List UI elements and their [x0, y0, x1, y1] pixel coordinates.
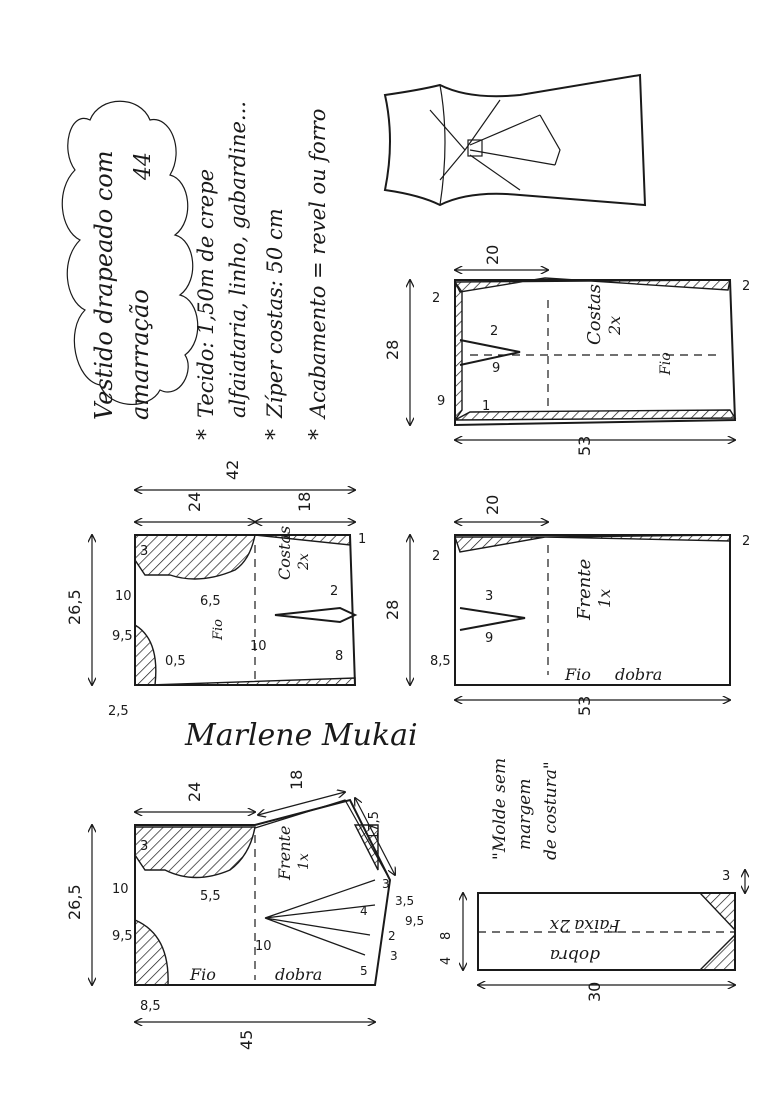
bodice-back-neck: 10 — [115, 589, 132, 604]
skirt-front-side-left: 2 — [432, 549, 441, 564]
skirt-front-dart-d: 9 — [485, 631, 494, 646]
note-finish: Acabamento = revel ou forro — [306, 108, 330, 418]
bodice-front-total: 45 — [237, 1029, 256, 1050]
sash-length: 30 — [585, 981, 604, 1002]
notes-block — [194, 101, 331, 440]
bodice-front-dart-d: 10 — [255, 939, 272, 954]
note-bullet-3: * — [306, 429, 331, 440]
skirt-front-side-low: 8,5 — [430, 654, 451, 669]
sash — [439, 869, 745, 1002]
skirt-front-fold: dobra — [615, 665, 663, 684]
disclaimer-line1: "Molde sem — [490, 757, 510, 860]
skirt-back-lower: 9 — [437, 394, 446, 409]
bodice-front-curve: 5,5 — [200, 889, 221, 904]
bodice-front-neck: 10 — [112, 882, 129, 897]
bodice-back-a: 24 — [185, 491, 204, 512]
bodice-front-d4: 2 — [388, 929, 396, 943]
skirt-front-height: 28 — [383, 599, 402, 620]
bodice-front-d7: 3 — [390, 949, 398, 963]
title-line2: amarração — [126, 289, 154, 420]
disclaimer — [490, 758, 561, 860]
bodice-back-curve2: 0,5 — [165, 654, 186, 669]
bodice-front-grain: Fio — [190, 965, 216, 984]
bodice-front-hem: 8,5 — [140, 999, 161, 1014]
skirt-front-top: 20 — [483, 494, 502, 515]
bodice-front-label: Frente — [275, 825, 294, 880]
bodice-front-d6: 5 — [360, 964, 368, 978]
title-size: 44 — [131, 152, 156, 180]
skirt-front-label: Frente — [574, 558, 595, 620]
bodice-back-total: 42 — [223, 459, 242, 480]
sash-tip: 3 — [722, 869, 731, 884]
skirt-front-width: 53 — [575, 695, 594, 716]
bodice-back — [65, 460, 366, 719]
note-zipper: Zíper costas: 50 cm — [263, 208, 287, 418]
bodice-back-height: 26,5 — [65, 589, 84, 625]
skirt-back-dart-d: 9 — [492, 361, 501, 376]
sash-width: 8 — [439, 931, 454, 940]
skirt-back-corner: 1 — [482, 399, 491, 414]
note-bullet-1: * — [194, 429, 219, 440]
bodice-front-shoulder: 3 — [140, 839, 149, 854]
skirt-back-height: 28 — [383, 339, 402, 360]
skirt-front — [383, 495, 750, 716]
skirt-back-side-bottom: 2 — [742, 279, 751, 294]
skirt-back-width: 53 — [575, 435, 594, 456]
skirt-back-side-top: 2 — [432, 291, 441, 306]
skirt-front-side-right: 2 — [742, 534, 751, 549]
bodice-back-b: 18 — [295, 491, 314, 512]
bodice-back-qty: 2x — [296, 553, 312, 570]
note-fabric-2: alfaiataria, linho, gabardine... — [226, 101, 250, 418]
skirt-back-grain: Fio — [658, 352, 674, 375]
skirt-front-qty: 1x — [595, 588, 614, 608]
skirt-front-dart-w: 3 — [485, 589, 494, 604]
bodice-front-height: 26,5 — [65, 884, 84, 920]
skirt-back-label: Costas — [584, 283, 605, 345]
skirt-back-qty: 2x — [605, 315, 624, 335]
sash-fold: dobra — [549, 945, 600, 965]
bodice-front-qty: 1x — [296, 853, 312, 870]
bodice-front-c: 17,5 — [367, 811, 382, 840]
bodice-front-a: 24 — [185, 781, 204, 802]
bodice-front-d2: 3,5 — [395, 894, 415, 908]
note-fabric: Tecido: 1,50m de crepe — [194, 168, 218, 418]
bodice-front-d5: 9,5 — [405, 914, 425, 928]
disclaimer-line2: margem — [515, 778, 535, 850]
bodice-back-waist: 8 — [335, 649, 344, 664]
bodice-back-label: Costas — [275, 525, 294, 580]
bodice-front-b: 18 — [287, 769, 306, 790]
disclaimer-line3: de costura" — [541, 761, 561, 860]
sash-qty: 2x — [549, 915, 570, 935]
bodice-back-dart-w: 2 — [330, 584, 339, 599]
bodice-back-arm: 9,5 — [112, 629, 133, 644]
title-line1: Vestido drapeado com — [90, 150, 118, 420]
note-bullet-2: * — [263, 429, 288, 440]
bodice-back-grain: Fio — [211, 618, 226, 640]
sash-label: Faixa — [574, 915, 620, 935]
skirt-back — [383, 245, 750, 456]
bodice-back-dart-d: 10 — [250, 639, 267, 654]
skirt-front-grain: Fio — [565, 665, 591, 684]
bodice-front-fold: dobra — [275, 965, 323, 984]
dress-sketch — [385, 75, 645, 205]
skirt-back-top: 20 — [483, 244, 502, 265]
bodice-back-shoulder: 3 — [140, 544, 149, 559]
bodice-front-d1: 3 — [382, 877, 390, 891]
bodice-front-arm: 9,5 — [112, 929, 133, 944]
skirt-back-dart-w: 2 — [490, 324, 499, 339]
bodice-front — [65, 770, 424, 1050]
signature: Marlene Mukai — [185, 718, 418, 753]
bodice-back-marker: 1 — [358, 532, 367, 547]
bodice-back-hem: 2,5 — [108, 704, 129, 719]
title-cloud — [62, 101, 197, 420]
bodice-front-d3: 4 — [360, 904, 368, 918]
bodice-back-curve: 6,5 — [200, 594, 221, 609]
sash-half: 4 — [439, 956, 454, 965]
